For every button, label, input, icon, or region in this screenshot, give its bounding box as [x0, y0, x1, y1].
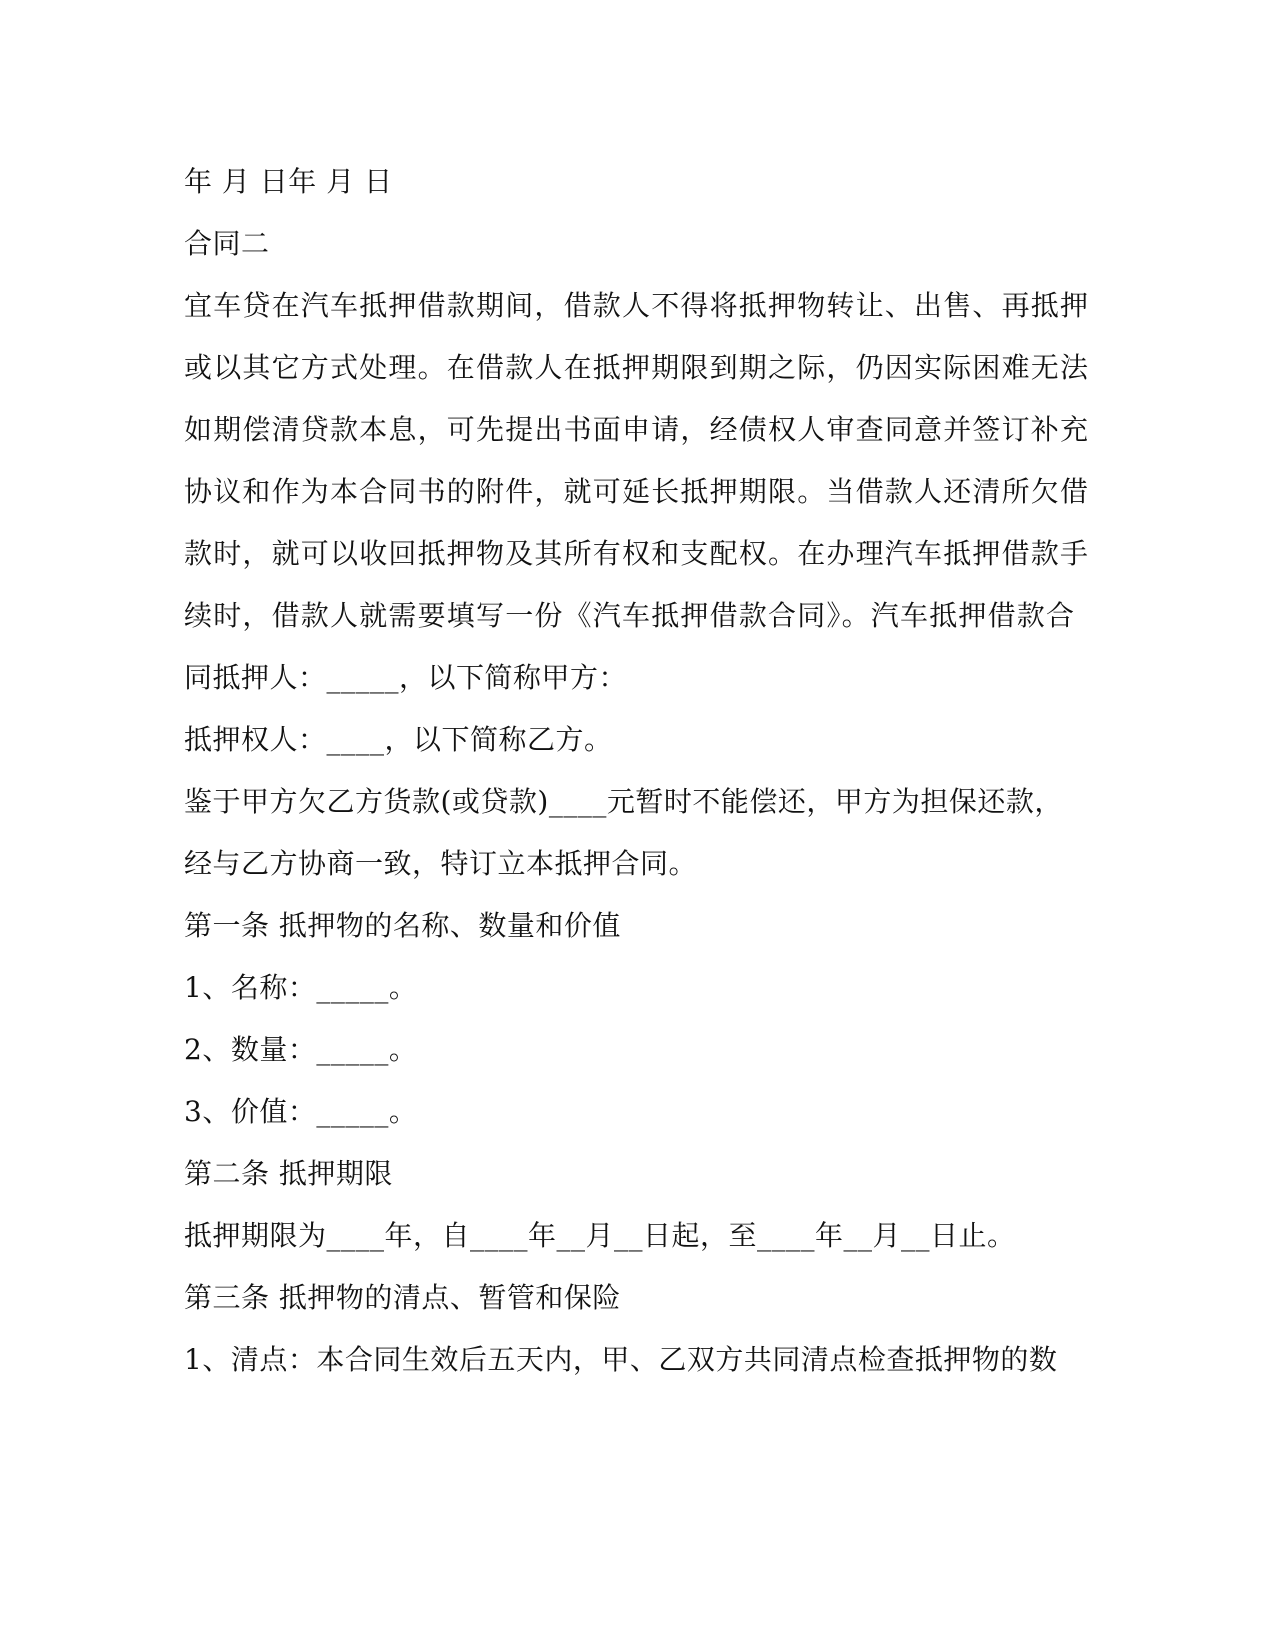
article2-title: 第二条 抵押期限 [184, 1157, 393, 1190]
article1-item-value: 3、价值：_____。 [184, 1095, 418, 1128]
mortgagor-line: 同抵押人：_____，以下简称甲方： [184, 661, 628, 694]
intro-line-4: 协议和作为本合同书的附件，就可延长抵押期限。当借款人还清所欠借 [184, 475, 1090, 508]
article3-title: 第三条 抵押物的清点、暂管和保险 [184, 1281, 621, 1314]
mortgagee-line: 抵押权人：____，以下简称乙方。 [184, 723, 613, 756]
intro-line-2: 或以其它方式处理。在借款人在抵押期限到期之际，仍因实际困难无法 [184, 351, 1090, 384]
article1-item-quantity: 2、数量：_____。 [184, 1033, 418, 1066]
intro-line-1: 宜车贷在汽车抵押借款期间，借款人不得将抵押物转让、出售、再抵押 [184, 289, 1090, 322]
section-title: 合同二 [184, 227, 270, 260]
article2-text: 抵押期限为____年，自____年__月__日起，至____年__月__日止。 [184, 1219, 1016, 1252]
whereas-line-2: 经与乙方协商一致，特订立本抵押合同。 [184, 847, 698, 880]
date-line: 年 月 日年 月 日 [184, 165, 393, 198]
article1-title: 第一条 抵押物的名称、数量和价值 [184, 909, 621, 942]
intro-line-3: 如期偿清贷款本息，可先提出书面申请，经债权人审查同意并签订补充 [184, 413, 1090, 446]
article3-item1: 1、清点：本合同生效后五天内，甲、乙双方共同清点检查抵押物的数 [184, 1343, 1058, 1376]
whereas-line-1: 鉴于甲方欠乙方货款(或贷款)____元暂时不能偿还，甲方为担保还款， [184, 785, 1063, 818]
intro-line-6: 续时，借款人就需要填写一份《汽车抵押借款合同》。汽车抵押借款合 [184, 599, 1076, 632]
intro-line-5: 款时，就可以收回抵押物及其所有权和支配权。在办理汽车抵押借款手 [184, 537, 1090, 570]
article1-item-name: 1、名称：_____。 [184, 971, 418, 1004]
